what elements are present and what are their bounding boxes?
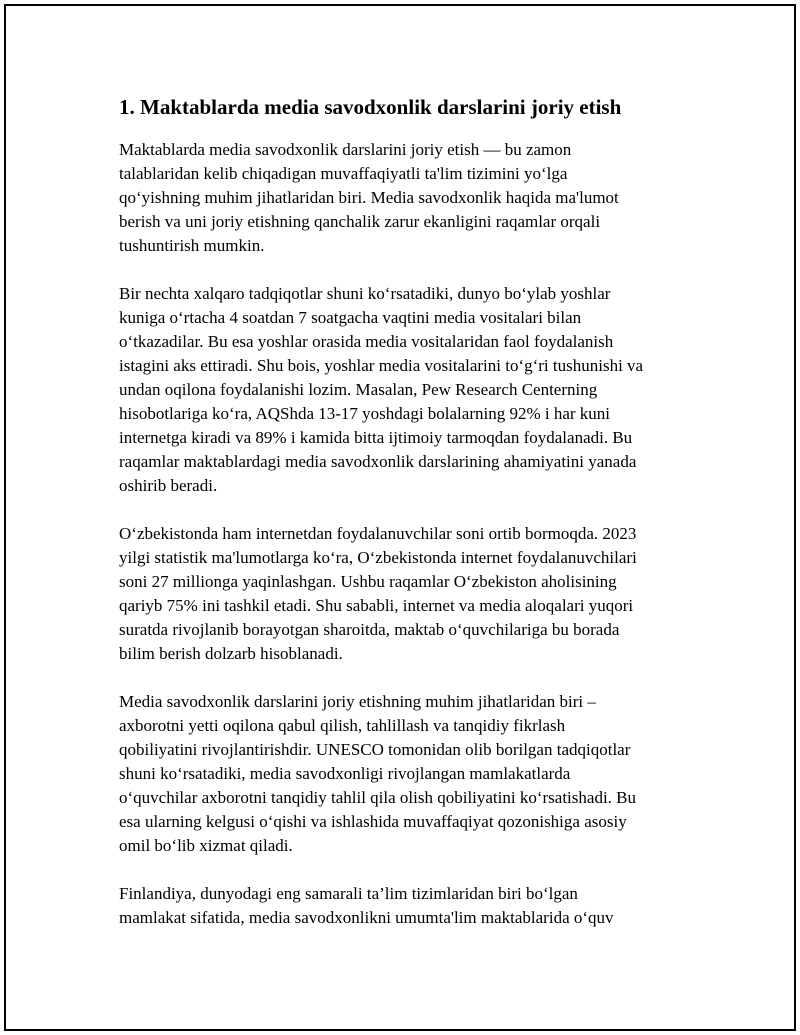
text-line: omil boʻlib xizmat qiladi.	[119, 836, 293, 855]
text-line: yilgi statistik ma'lumotlarga koʻra, Oʻzbekistonda internet foydalanuvchilari	[119, 548, 637, 567]
text-line: axborotni yetti oqilona qabul qilish, tahlillash va tanqidiy fikrlash	[119, 716, 566, 735]
text-line: mamlakat sifatida, media savodxonlikni umumta'lim maktablarida oʻquv	[119, 908, 614, 927]
text-line: tushuntirish mumkin.	[119, 236, 265, 255]
text-line: oshirib beradi.	[119, 476, 218, 495]
text-line: esa ularning kelgusi oʻqishi va ishlashida muvaffaqiyat qozonishiga asosiy	[119, 812, 627, 831]
text-line: oʻtkazadilar. Bu esa yoshlar orasida media vositalaridan faol foydalanish	[119, 332, 614, 351]
text-line: Media savodxonlik darslarini joriy etishning muhim jihatlaridan biri –	[119, 692, 596, 711]
section-heading: 1. Maktablarda media savodxonlik darslarini joriy etish	[119, 95, 622, 119]
paragraph-uzbekistan-stats	[119, 522, 699, 666]
text-line: internetga kiradi va 89% i kamida bitta ijtimoiy tarmoqdan foydalanadi. Bu	[119, 428, 633, 447]
text-line: talablaridan kelib chiqadigan muvaffaqiyatli ta'lim tizimini yoʻlga	[119, 164, 568, 183]
paragraph-critical-thinking	[119, 690, 699, 858]
document-body	[119, 94, 699, 954]
text-line: Bir nechta xalqaro tadqiqotlar shuni koʻrsatadiki, dunyo boʻylab yoshlar	[119, 284, 611, 303]
text-line: qobiliyatini rivojlantirishdir. UNESCO tomonidan olib borilgan tadqiqotlar	[119, 740, 631, 759]
text-line: kuniga oʻrtacha 4 soatdan 7 soatgacha vaqtini media vositalari bilan	[119, 308, 582, 327]
text-line: Oʻzbekistonda ham internetdan foydalanuvchilar soni ortib bormoqda. 2023	[119, 524, 637, 543]
text-line: istagini aks ettiradi. Shu bois, yoshlar media vositalarini toʻgʻri tushunishi va	[119, 356, 644, 375]
text-line: bilim berish dolzarb hisoblanadi.	[119, 644, 343, 663]
text-line: Maktablarda media savodxonlik darslarini joriy etish — bu zamon	[119, 140, 572, 159]
text-line: Finlandiya, dunyodagi eng samarali ta’lim tizimlaridan biri boʻlgan	[119, 884, 578, 903]
text-line: qoʻyishning muhim jihatlaridan biri. Media savodxonlik haqida ma'lumot	[119, 188, 619, 207]
paragraph-global-stats	[119, 282, 699, 498]
text-line: oʻquvchilar axborotni tanqidiy tahlil qila olish qobiliyatini koʻrsatishadi. Bu	[119, 788, 637, 807]
text-line: soni 27 millionga yaqinlashgan. Ushbu raqamlar Oʻzbekiston aholisining	[119, 572, 617, 591]
text-line: suratda rivojlanib borayotgan sharoitda, maktab oʻquvchilariga bu borada	[119, 620, 620, 639]
text-line: shuni koʻrsatadiki, media savodxonligi rivojlangan mamlakatlarda	[119, 764, 571, 783]
text-line: undan oqilona foydalanishi lozim. Masalan, Pew Research Centerning	[119, 380, 598, 399]
text-line: raqamlar maktablardagi media savodxonlik darslarining ahamiyatini yanada	[119, 452, 637, 471]
text-line: hisobotlariga koʻra, AQShda 13-17 yoshdagi bolalarning 92% i har kuni	[119, 404, 611, 423]
text-line: qariyb 75% ini tashkil etadi. Shu sababli, internet va media aloqalari yuqori	[119, 596, 634, 615]
paragraph-finland	[119, 882, 699, 930]
document-page	[4, 4, 796, 1031]
text-line: berish va uni joriy etishning qanchalik zarur ekanligini raqamlar orqali	[119, 212, 601, 231]
paragraph-intro	[119, 138, 699, 258]
